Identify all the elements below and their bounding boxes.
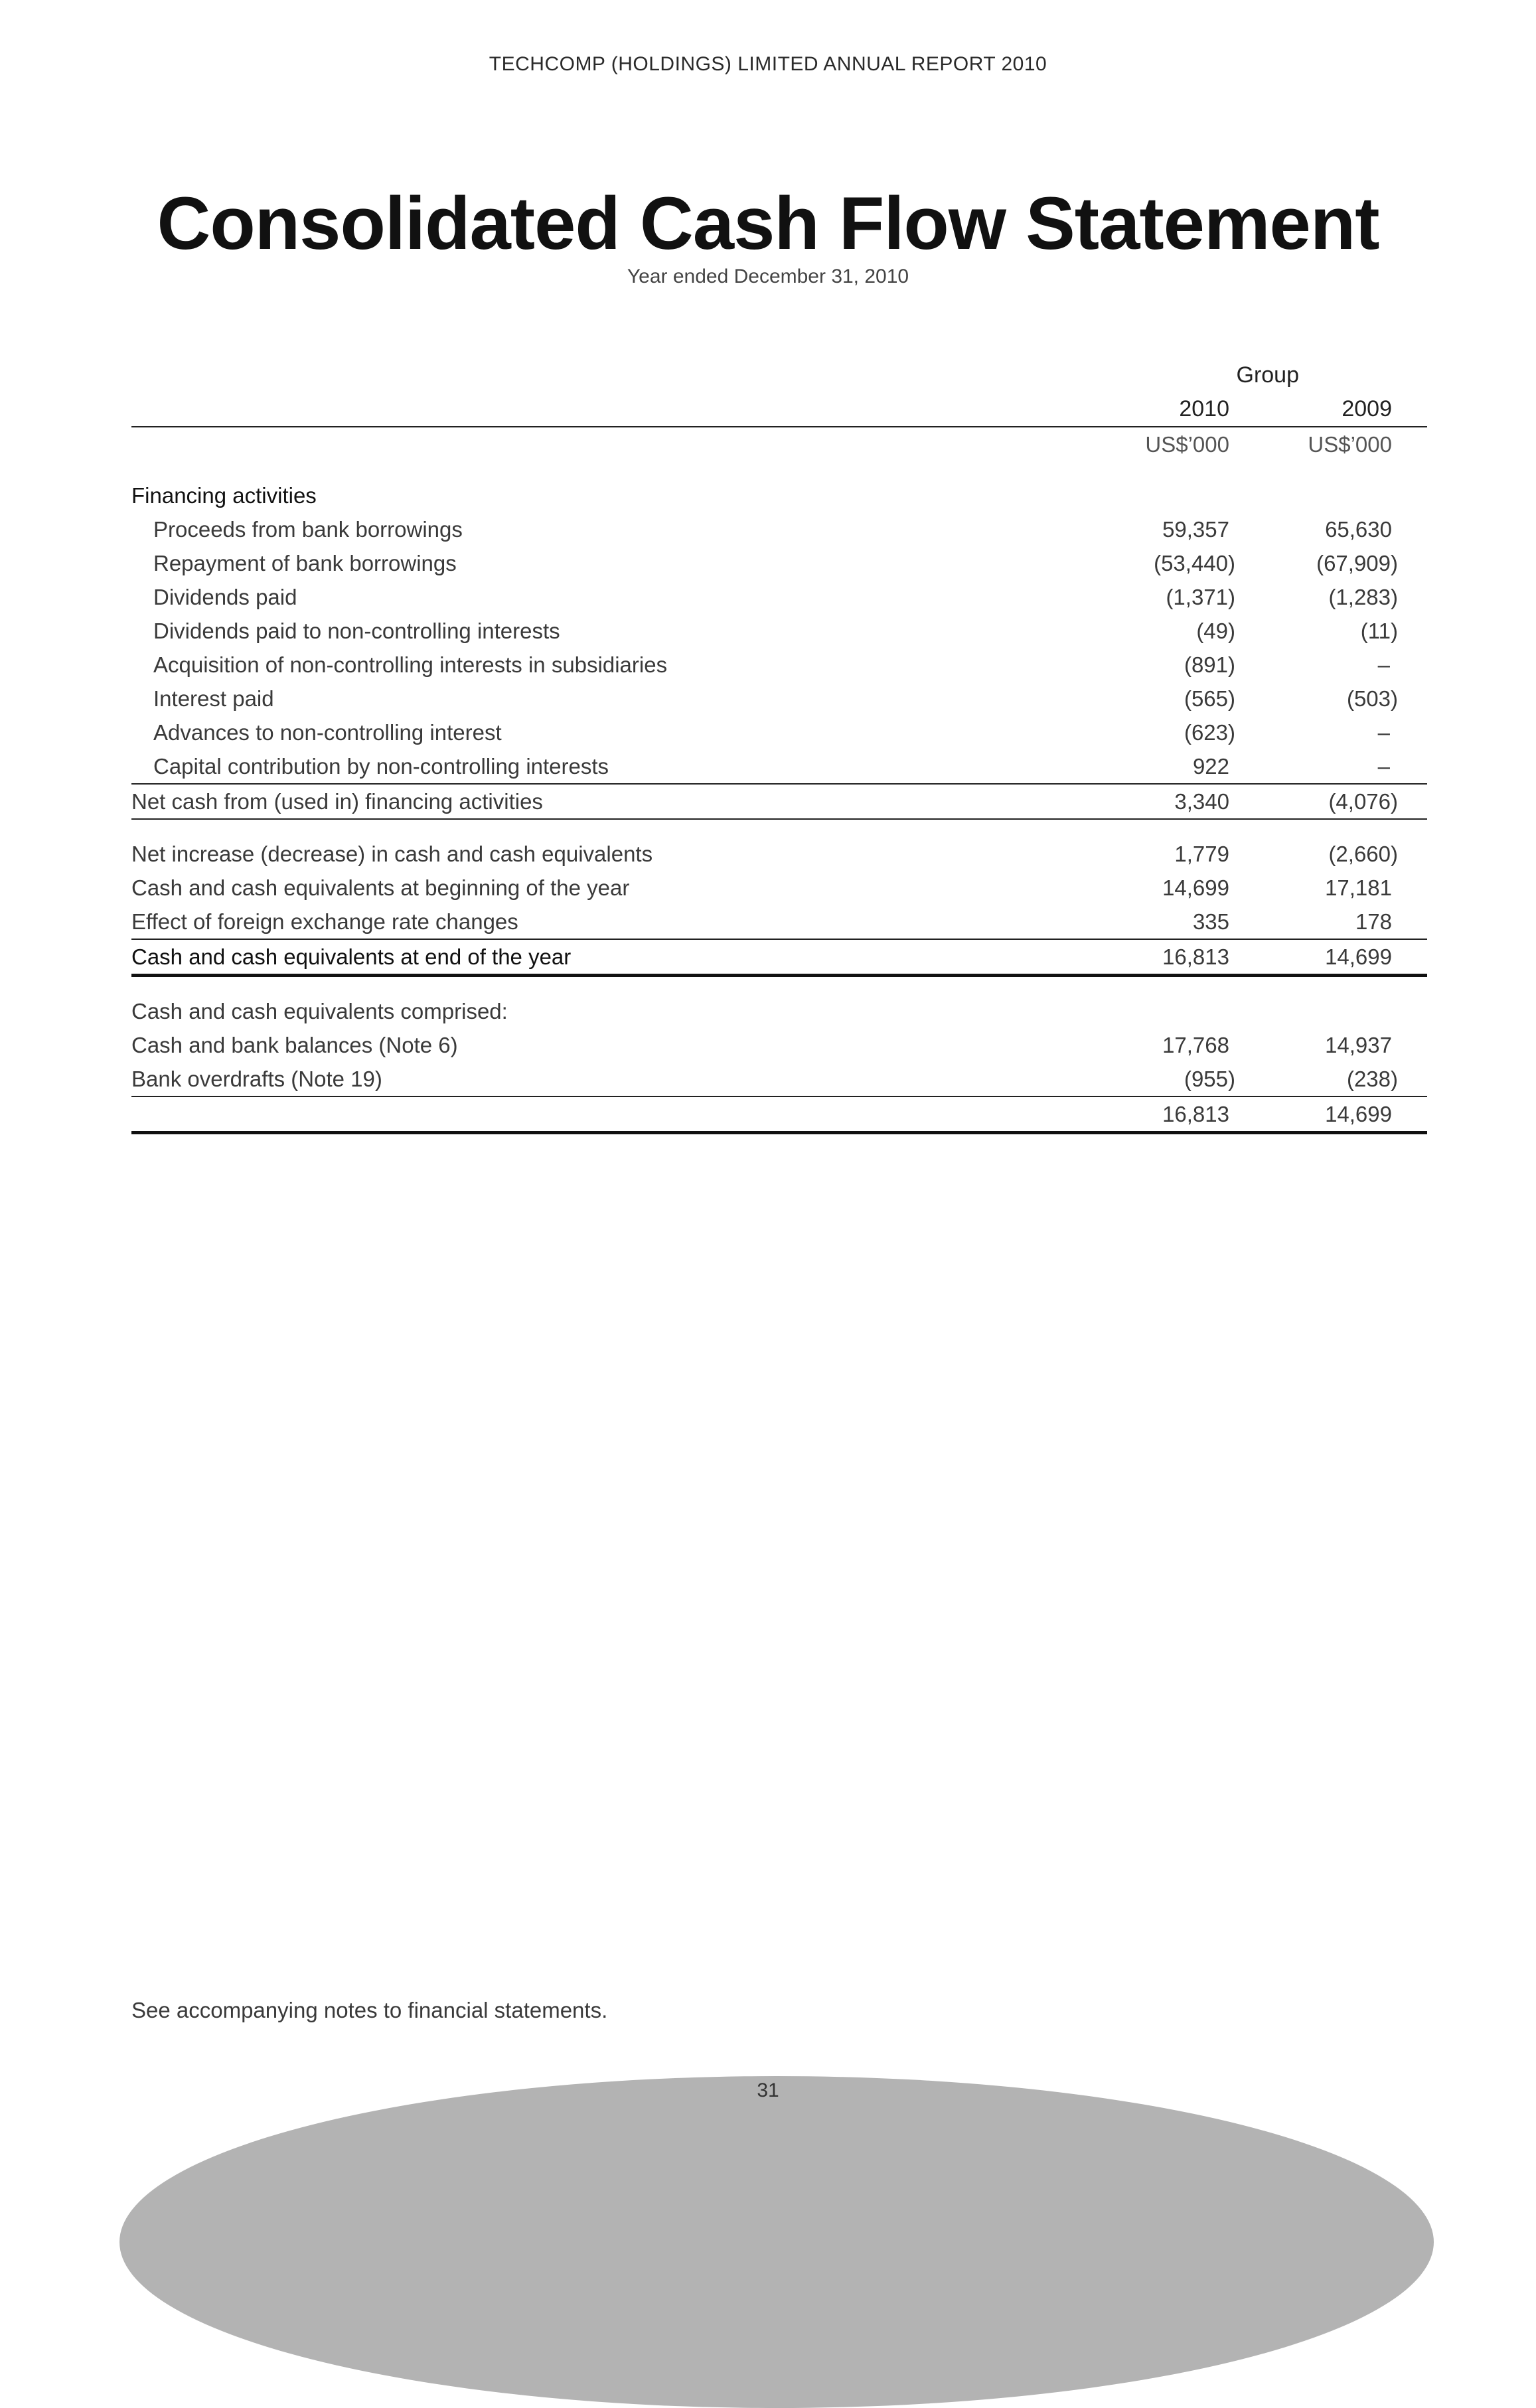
row-label: Bank overdrafts (Note 19) (131, 1067, 382, 1091)
value-2010: (955) (1184, 1067, 1235, 1091)
value-2010: 59,357 (1162, 517, 1229, 542)
value-2009: (2,660) (1328, 842, 1398, 866)
year-2009-header: 2009 (1342, 396, 1392, 421)
subtotal-row (131, 783, 1427, 820)
value-2010: (623) (1184, 720, 1235, 745)
table-row (131, 580, 1427, 614)
unit-header-row (131, 426, 1427, 461)
row-label: Interest paid (153, 686, 274, 711)
row-label: Capital contribution by non-controlling interests (153, 754, 609, 779)
total-row (131, 939, 1427, 977)
value-2009: – (1377, 720, 1390, 745)
row-label: Acquisition of non-controlling interests in subsidiaries (153, 652, 668, 677)
table-row (131, 1028, 1427, 1062)
row-label: Cash and cash equivalents at beginning of the year (131, 875, 630, 900)
value-2009: 17,181 (1325, 875, 1392, 900)
row-label: Advances to non-controlling interest (153, 720, 502, 745)
value-2010: 14,699 (1162, 875, 1229, 900)
table-row (131, 749, 1427, 783)
table-row (131, 715, 1427, 749)
year-2010-header: 2010 (1179, 396, 1229, 421)
value-2010: 1,779 (1174, 842, 1229, 866)
row-label: Net cash from (used in) financing activities (131, 789, 543, 814)
row-label: Proceeds from bank borrowings (153, 517, 463, 542)
value-2009: (503) (1346, 686, 1398, 711)
value-2010: (891) (1184, 652, 1235, 677)
value-2010: 17,768 (1162, 1033, 1229, 1057)
value-2009: 14,699 (1325, 1102, 1392, 1126)
value-2009: (4,076) (1328, 789, 1398, 814)
page-subtitle: Year ended December 31, 2010 (627, 265, 909, 287)
value-2009: (238) (1346, 1067, 1398, 1091)
value-2010: 3,340 (1174, 789, 1229, 814)
row-label: Repayment of bank borrowings (153, 551, 457, 575)
comprised-heading: Cash and cash equivalents comprised: (131, 999, 508, 1023)
table-row (131, 871, 1427, 905)
footnote: See accompanying notes to financial statements. (131, 1998, 608, 2022)
row-label: Net increase (decrease) in cash and cash equivalents (131, 842, 653, 866)
value-2010: 16,813 (1162, 944, 1229, 969)
value-2010: (1,371) (1166, 585, 1235, 609)
running-header: TECHCOMP (HOLDINGS) LIMITED ANNUAL REPORT 2010 (489, 53, 1047, 75)
value-2009: (11) (1360, 619, 1398, 643)
value-2010: 16,813 (1162, 1102, 1229, 1126)
footer-decoration (119, 2076, 1434, 2408)
table-row (131, 546, 1427, 580)
row-label: Dividends paid (153, 585, 297, 609)
value-2009: – (1377, 652, 1390, 677)
table-row (131, 837, 1427, 871)
value-2009: 178 (1355, 909, 1392, 934)
table-row (131, 1062, 1427, 1096)
section-header-financing (131, 479, 1427, 512)
value-2010: (565) (1184, 686, 1235, 711)
group-header-row (131, 358, 1427, 392)
table-row (131, 682, 1427, 715)
row-label: Cash and cash equivalents at end of the year (131, 944, 572, 969)
table-row (131, 905, 1427, 939)
row-label: Effect of foreign exchange rate changes (131, 909, 518, 934)
year-header-row (131, 392, 1427, 426)
value-2009: – (1377, 754, 1390, 779)
value-2009: (1,283) (1328, 585, 1398, 609)
value-2009: 65,630 (1325, 517, 1392, 542)
row-label: Cash and bank balances (Note 6) (131, 1033, 458, 1057)
value-2009: 14,937 (1325, 1033, 1392, 1057)
total-row (131, 1096, 1427, 1134)
financing-heading: Financing activities (131, 483, 317, 508)
section-header-comprised (131, 994, 1427, 1028)
value-2009: 14,699 (1325, 944, 1392, 969)
value-2010: (49) (1196, 619, 1235, 643)
table-row (131, 648, 1427, 682)
page-number: 31 (757, 2079, 779, 2101)
table-row (131, 614, 1427, 648)
value-2010: 922 (1192, 754, 1229, 779)
value-2009: (67,909) (1316, 551, 1398, 575)
table-row (131, 512, 1427, 546)
row-label: Dividends paid to non-controlling interests (153, 619, 560, 643)
unit-2009: US$’000 (1308, 432, 1392, 457)
page-title: Consolidated Cash Flow Statement (157, 182, 1379, 265)
value-2010: 335 (1192, 909, 1229, 934)
unit-2010: US$’000 (1145, 432, 1229, 457)
value-2010: (53,440) (1154, 551, 1235, 575)
group-header: Group (1236, 362, 1299, 388)
cash-flow-table (131, 358, 1427, 1134)
